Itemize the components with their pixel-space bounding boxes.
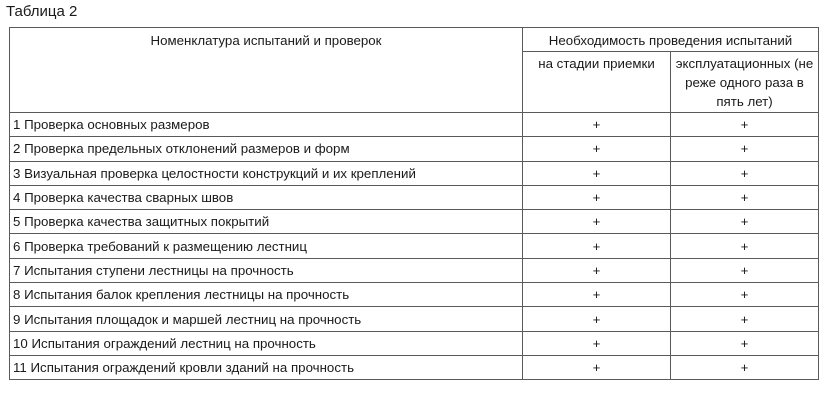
test-name: 9 Испытания площадок и маршей лестниц на прочность bbox=[10, 307, 523, 331]
operational-mark: + bbox=[671, 210, 819, 234]
test-name: 11 Испытания ограждений кровли зданий на прочность bbox=[10, 355, 523, 379]
table-row bbox=[10, 185, 819, 209]
table-body bbox=[10, 113, 819, 380]
acceptance-mark: + bbox=[523, 307, 671, 331]
operational-mark: + bbox=[671, 137, 819, 161]
test-name: 7 Испытания ступени лестницы на прочность bbox=[10, 258, 523, 282]
table-row bbox=[10, 283, 819, 307]
operational-mark: + bbox=[671, 113, 819, 137]
test-name: 5 Проверка качества защитных покрытий bbox=[10, 210, 523, 234]
table-row bbox=[10, 355, 819, 379]
table-header bbox=[10, 28, 819, 113]
table-row bbox=[10, 258, 819, 282]
operational-mark: + bbox=[671, 185, 819, 209]
acceptance-mark: + bbox=[523, 258, 671, 282]
operational-mark: + bbox=[671, 307, 819, 331]
test-name: 8 Испытания балок крепления лестницы на прочность bbox=[10, 283, 523, 307]
header-operational: эксплуатационных (не реже одного раза в пять лет) bbox=[671, 52, 819, 113]
header-necessity: Необходимость проведения испытаний bbox=[523, 28, 819, 52]
acceptance-mark: + bbox=[523, 185, 671, 209]
operational-mark: + bbox=[671, 331, 819, 355]
header-acceptance: на стадии приемки bbox=[523, 52, 671, 113]
operational-mark: + bbox=[671, 258, 819, 282]
test-name: 2 Проверка предельных отклонений размеров и форм bbox=[10, 137, 523, 161]
acceptance-mark: + bbox=[523, 355, 671, 379]
table-row bbox=[10, 210, 819, 234]
operational-mark: + bbox=[671, 355, 819, 379]
acceptance-mark: + bbox=[523, 113, 671, 137]
table-row bbox=[10, 234, 819, 258]
header-nomenclature: Номенклатура испытаний и проверок bbox=[10, 28, 523, 113]
acceptance-mark: + bbox=[523, 331, 671, 355]
operational-mark: + bbox=[671, 161, 819, 185]
operational-mark: + bbox=[671, 283, 819, 307]
test-name: 6 Проверка требований к размещению лестниц bbox=[10, 234, 523, 258]
test-name: 4 Проверка качества сварных швов bbox=[10, 185, 523, 209]
acceptance-mark: + bbox=[523, 283, 671, 307]
table-row bbox=[10, 161, 819, 185]
acceptance-mark: + bbox=[523, 161, 671, 185]
test-name: 3 Визуальная проверка целостности конструкций и их креплений bbox=[10, 161, 523, 185]
header-row-top bbox=[10, 28, 819, 52]
table-row bbox=[10, 113, 819, 137]
operational-mark: + bbox=[671, 234, 819, 258]
acceptance-mark: + bbox=[523, 234, 671, 258]
test-name: 1 Проверка основных размеров bbox=[10, 113, 523, 137]
tests-table bbox=[9, 27, 819, 380]
acceptance-mark: + bbox=[523, 210, 671, 234]
acceptance-mark: + bbox=[523, 137, 671, 161]
table-caption: Таблица 2 bbox=[6, 3, 78, 20]
table-row bbox=[10, 307, 819, 331]
table-row bbox=[10, 137, 819, 161]
table-row bbox=[10, 331, 819, 355]
test-name: 10 Испытания ограждений лестниц на прочность bbox=[10, 331, 523, 355]
